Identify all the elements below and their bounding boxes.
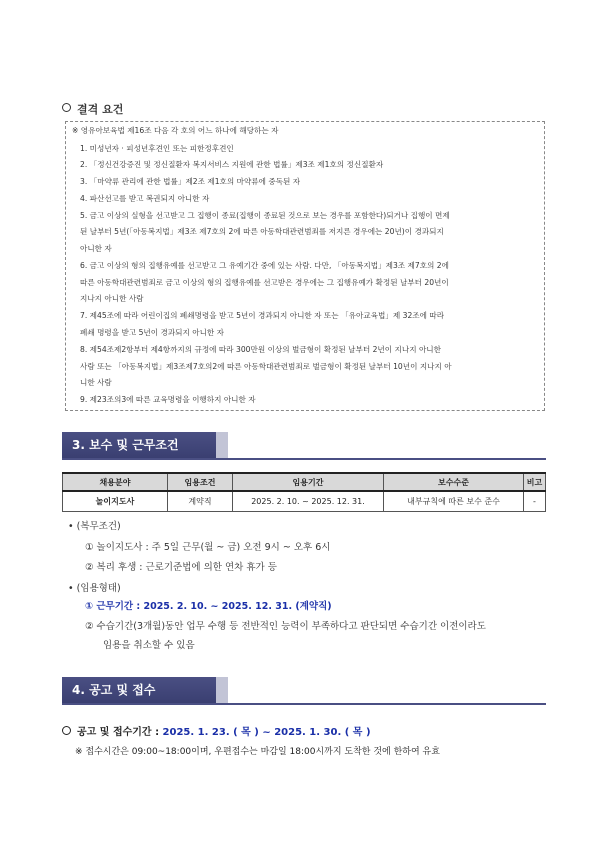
disqualification-line: 아니한 자 bbox=[80, 244, 112, 253]
section-3-underline bbox=[62, 458, 546, 460]
table-row bbox=[63, 491, 546, 512]
disqualification-intro: ※ 영유아보육법 제16조 다음 각 호의 어느 하나에 해당하는 자 bbox=[72, 126, 279, 135]
table-header-cell: 채용분야 bbox=[63, 473, 168, 491]
disqualification-line: 4. 파산선고를 받고 복권되지 아니한 자 bbox=[80, 194, 210, 203]
section-3-header: 3. 보수 및 근무조건 bbox=[62, 432, 216, 458]
disqualification-line: 6. 금고 이상의 형의 집행유예를 선고받고 그 유예기간 중에 있는 사람. 다만, 「아동복지법」제3조 제7호의 2에 bbox=[80, 261, 449, 270]
compensation-table bbox=[62, 472, 546, 512]
circle-bullet-icon bbox=[62, 726, 71, 735]
disqualification-line: 8. 제54조제2항부터 제4항까지의 규정에 따라 300만원 이상의 벌금형이 확정된 날부터 2년이 지나지 아니한 bbox=[80, 345, 441, 354]
table-header-row bbox=[63, 473, 546, 491]
work-item: ② 복리 후생 : 근로기준법에 의한 연차 휴가 등 bbox=[85, 562, 277, 573]
table-header-cell: 임용조건 bbox=[168, 473, 233, 491]
work-item: ① 놀이지도사 : 주 5일 근무(월 ~ 금) 오전 9시 ~ 오후 6시 bbox=[85, 542, 331, 553]
table-cell: 놀이지도사 bbox=[63, 491, 168, 512]
disqualification-line: 폐쇄 명령을 받고 5년이 경과되지 아니한 자 bbox=[80, 328, 225, 337]
disqualification-line: 사람 또는 「아동복지법」제3조제7호의2에 따른 아동학대관련범죄로 벌금형이 확정된 날부터 10년이 지나지 아 bbox=[80, 362, 452, 371]
employment-type-heading: • (임용형태) bbox=[68, 583, 121, 594]
section-4-header: 4. 공고 및 접수 bbox=[62, 677, 216, 703]
table-cell: 2025. 2. 10. ~ 2025. 12. 31. bbox=[233, 491, 384, 512]
table-header-cell: 보수수준 bbox=[384, 473, 524, 491]
disqualification-line: 2. 「정신건강증진 및 정신질환자 복지서비스 지원에 관한 법률」제3조 제1호의 정신질환자 bbox=[80, 160, 384, 169]
disqualification-line: 따른 아동학대관련범죄로 금고 이상의 형의 집행유예를 선고받은 경우에는 그 집행유예가 확정된 날부터 20년이 bbox=[80, 278, 449, 287]
reception-hours-note: ※ 접수시간은 09:00~18:00이며, 우편접수는 마감일 18:00시까지 도착한 것에 한하여 유효 bbox=[75, 747, 440, 757]
work-period: ① 근무기간 : 2025. 2. 10. ~ 2025. 12. 31. (계약직) bbox=[85, 601, 332, 612]
application-period bbox=[62, 723, 371, 738]
table-cell: - bbox=[524, 491, 546, 512]
disqualification-line: 1. 미성년자 · 피성년후견인 또는 피한정후견인 bbox=[80, 144, 234, 153]
disqualification-line: 7. 제45조에 따라 어린이집의 폐쇄명령을 받고 5년이 경과되지 아니한 자 또는 「유아교육법」제 32조에 따라 bbox=[80, 311, 445, 320]
section-4-header-accent bbox=[216, 677, 228, 703]
disqualification-line: 9. 제23조의3에 따른 교육명령을 이행하지 아니한 자 bbox=[80, 395, 256, 404]
disqualification-line: 지나지 아니한 사람 bbox=[80, 294, 144, 303]
disqualification-line: 5. 금고 이상의 실형을 선고받고 그 집행이 종료(집행이 종료된 것으로 보는 경우를 포함한다)되거나 집행이 면제 bbox=[80, 211, 450, 220]
application-period-label: 공고 및 접수기간 : bbox=[77, 727, 163, 738]
work-conditions-heading: • (복무조건) bbox=[68, 521, 121, 532]
table-cell: 내부규칙에 따른 보수 준수 bbox=[384, 491, 524, 512]
table-header-cell: 비고 bbox=[524, 473, 546, 491]
disqualification-line: 3. 「마약류 관리에 관한 법률」제2조 제1호의 마약류에 중독된 자 bbox=[80, 177, 301, 186]
disqualification-heading: 결격 요건 bbox=[62, 101, 123, 117]
table-cell: 계약직 bbox=[168, 491, 233, 512]
application-period-value: 2025. 1. 23. ( 목 ) ~ 2025. 1. 30. ( 목 ) bbox=[162, 727, 371, 738]
section-3-header-accent bbox=[216, 432, 228, 458]
section-4-underline bbox=[62, 703, 546, 705]
table-header-cell: 임용기간 bbox=[233, 473, 384, 491]
circle-bullet-icon bbox=[62, 103, 71, 112]
disqualification-line: 된 날부터 5년(「아동복지법」제3조 제7호의 2에 따른 아동학대관련범죄를 저지른 경우에는 20년)이 경과되지 bbox=[80, 227, 444, 236]
probation-note: ② 수습기간(3개월)동안 업무 수행 등 전반적인 능력이 부족하다고 판단되면 수습기간 이전이라도 bbox=[85, 621, 486, 632]
disqualification-line: 니한 사람 bbox=[80, 378, 112, 387]
probation-note-cont: 임용을 취소할 수 있음 bbox=[103, 640, 195, 651]
